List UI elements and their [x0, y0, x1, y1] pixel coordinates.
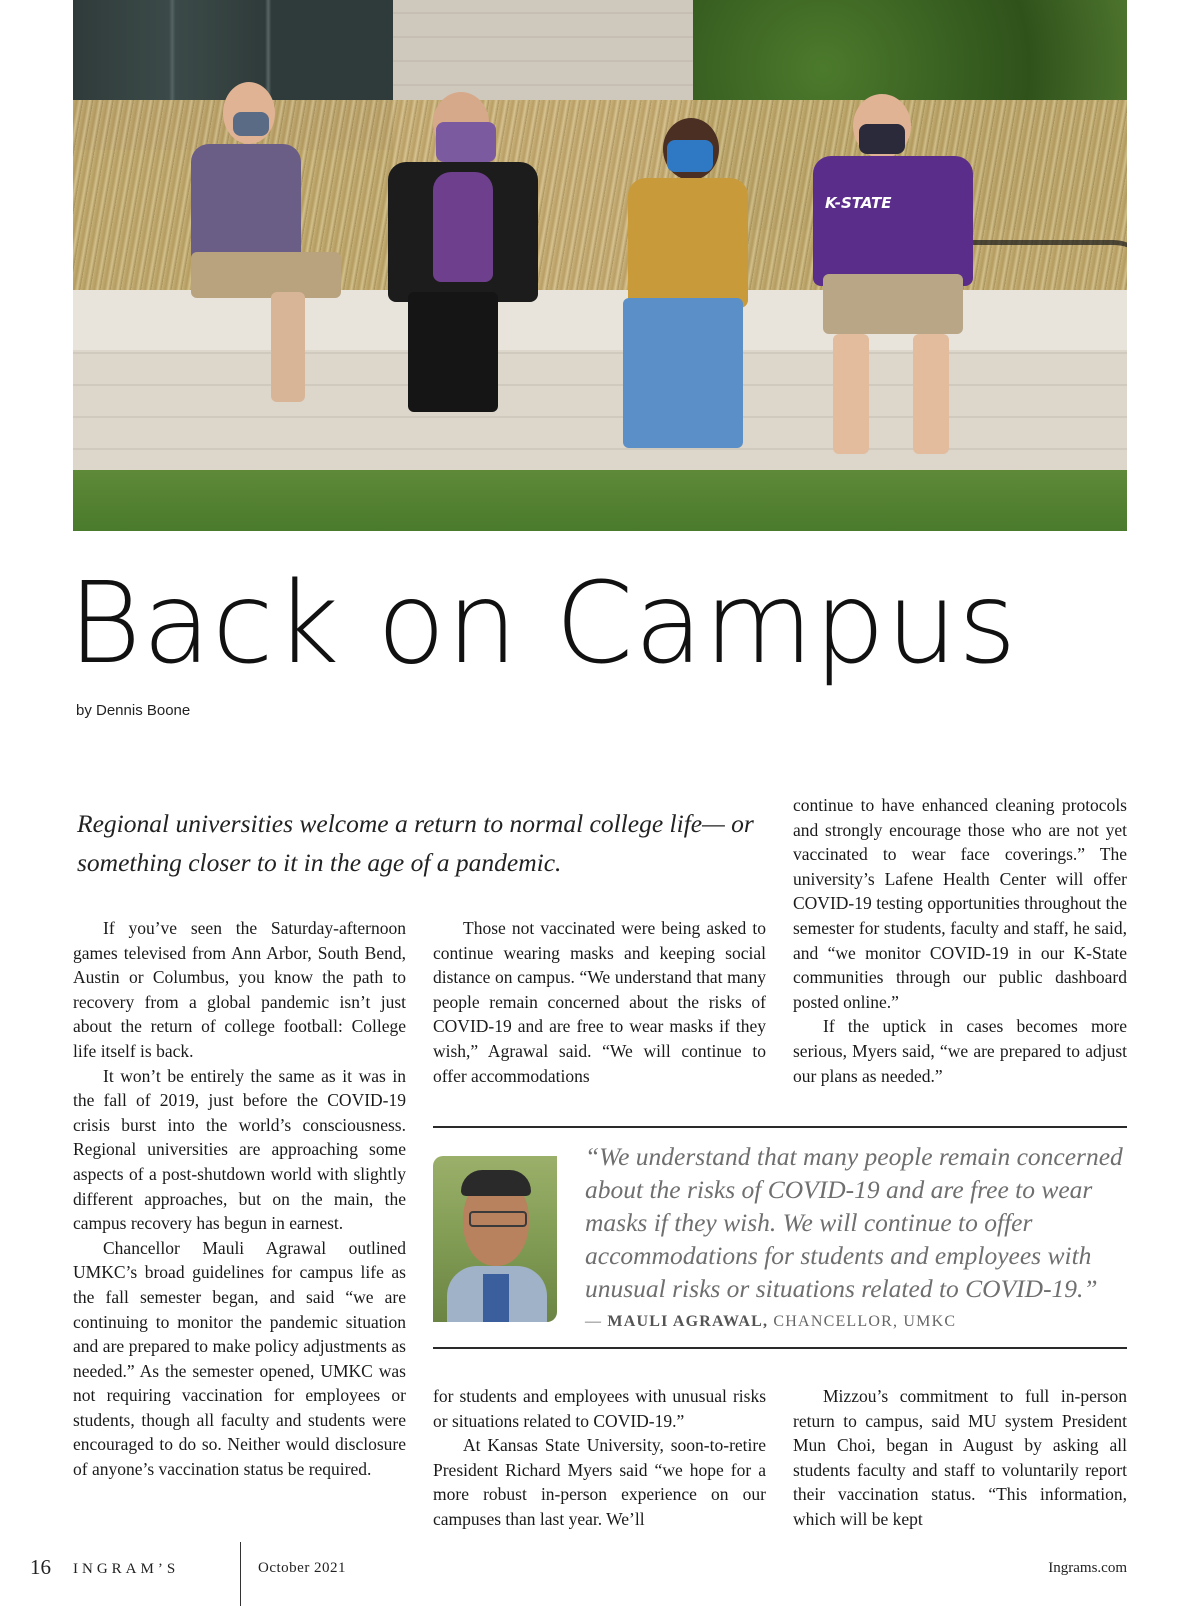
pullquote-attribution: [585, 1313, 956, 1331]
paragraph: It won’t be entirely the same as it was in the fall of 2019, just before the COVID-19 crisis burst into the world’s consciousness. Regional universities are approaching some aspects of a post-shutdown world with slightly different approaches, but on the main, the campus recovery has begun in earnest.: [73, 1065, 406, 1234]
paragraph: If the uptick in cases becomes more serious, Myers said, “we are prepared to adjust our plans as needed.”: [793, 1016, 1127, 1086]
body-column-1: [73, 916, 406, 1482]
body-column-3-top: [793, 793, 1127, 1088]
byline: by Dennis Boone: [76, 702, 191, 719]
paragraph: Those not vaccinated were being asked to continue wearing masks and keeping social distance on campus. “We understand that many people remain concerned about the risks of COVID-19 and are free to wear masks if they wish,” Agrawal said. “We will continue to offer accommodations: [433, 918, 766, 1086]
paragraph: for students and employees with unusual risks or situations related to COVID-19.”: [433, 1386, 766, 1431]
article-deck: Regional universities welcome a return to normal college life— or something closer to it in the age of a pandemic.: [77, 809, 754, 877]
portrait-shirt: [483, 1274, 509, 1322]
student-2: [378, 92, 548, 422]
pullquote-text: “We understand that many people remain concerned about the risks of COVID-19 and are free to wear masks if they wish. We will continue to offer accommodations for students and employees with unusual risks or situations related to COVID-19.”: [585, 1142, 1123, 1303]
paragraph: continue to have enhanced cleaning protocols and strongly encourage those who are not yet vaccinated to wear face coverings.” The university’s Lafene Health Center will offer COVID-19 testing opportunities throughout the semester for students, faculty and staff, he said, and “we monitor COVID-19 in our K-State communities through our public dashboard posted online.”: [793, 795, 1127, 1012]
student-3: [613, 118, 773, 458]
student-1: [181, 82, 341, 412]
page-number: 16: [30, 1555, 51, 1579]
body-column-2-top: [433, 916, 766, 1088]
body-column-2-bottom: [433, 1384, 766, 1532]
pullquote-top-rule: [433, 1126, 1127, 1128]
magazine-brand: INGRAM’S: [73, 1561, 180, 1577]
paragraph: At Kansas State University, soon-to-retire President Richard Myers said “we hope for a more robust in-person experience on our campuses than last year. We’ll: [433, 1435, 766, 1529]
footer-divider: [240, 1542, 241, 1606]
issue-date: October 2021: [258, 1560, 347, 1576]
paragraph: Chancellor Mauli Agrawal outlined UMKC’s broad guidelines for campus life as the fall semester began, and said “we are continuing to monitor the pandemic situation and are prepared to make policy adjustments as needed.” As the semester opened, UMKC was not requiring vaccination for employees or students, though all faculty and students were encouraged to do so. Neither would disclosure of anyone’s vaccination status be required.: [73, 1237, 406, 1480]
attribution-dash: —: [585, 1313, 608, 1330]
paragraph: If you’ve seen the Saturday-afternoon games televised from Ann Arbor, South Bend, Austin or Columbus, you know the path to recovery from a global pandemic isn’t just about the return of college football: College life itself is back.: [73, 918, 406, 1061]
pullquote-bottom-rule: [433, 1347, 1127, 1349]
shirt-logo: K-STATE: [825, 194, 892, 212]
attribution-name: MAULI AGRAWAL,: [607, 1313, 769, 1330]
body-column-3-bottom: [793, 1384, 1127, 1532]
student-4: [803, 94, 1003, 474]
portrait-glasses: [469, 1211, 527, 1227]
attribution-title: CHANCELLOR, UMKC: [768, 1313, 957, 1330]
website-link[interactable]: Ingrams.com: [1048, 1560, 1127, 1576]
agrawal-portrait: [433, 1156, 557, 1322]
hero-photo: [73, 0, 1127, 531]
paragraph: Mizzou’s commitment to full in-person return to campus, said MU system President Mun Choi, began in August by asking all students faculty and staff to voluntarily report their vaccination status. “This information, which will be kept: [793, 1386, 1127, 1529]
article-title: Back on Campus: [68, 559, 1018, 689]
lawn: [73, 470, 1127, 531]
portrait-hair: [461, 1170, 531, 1196]
